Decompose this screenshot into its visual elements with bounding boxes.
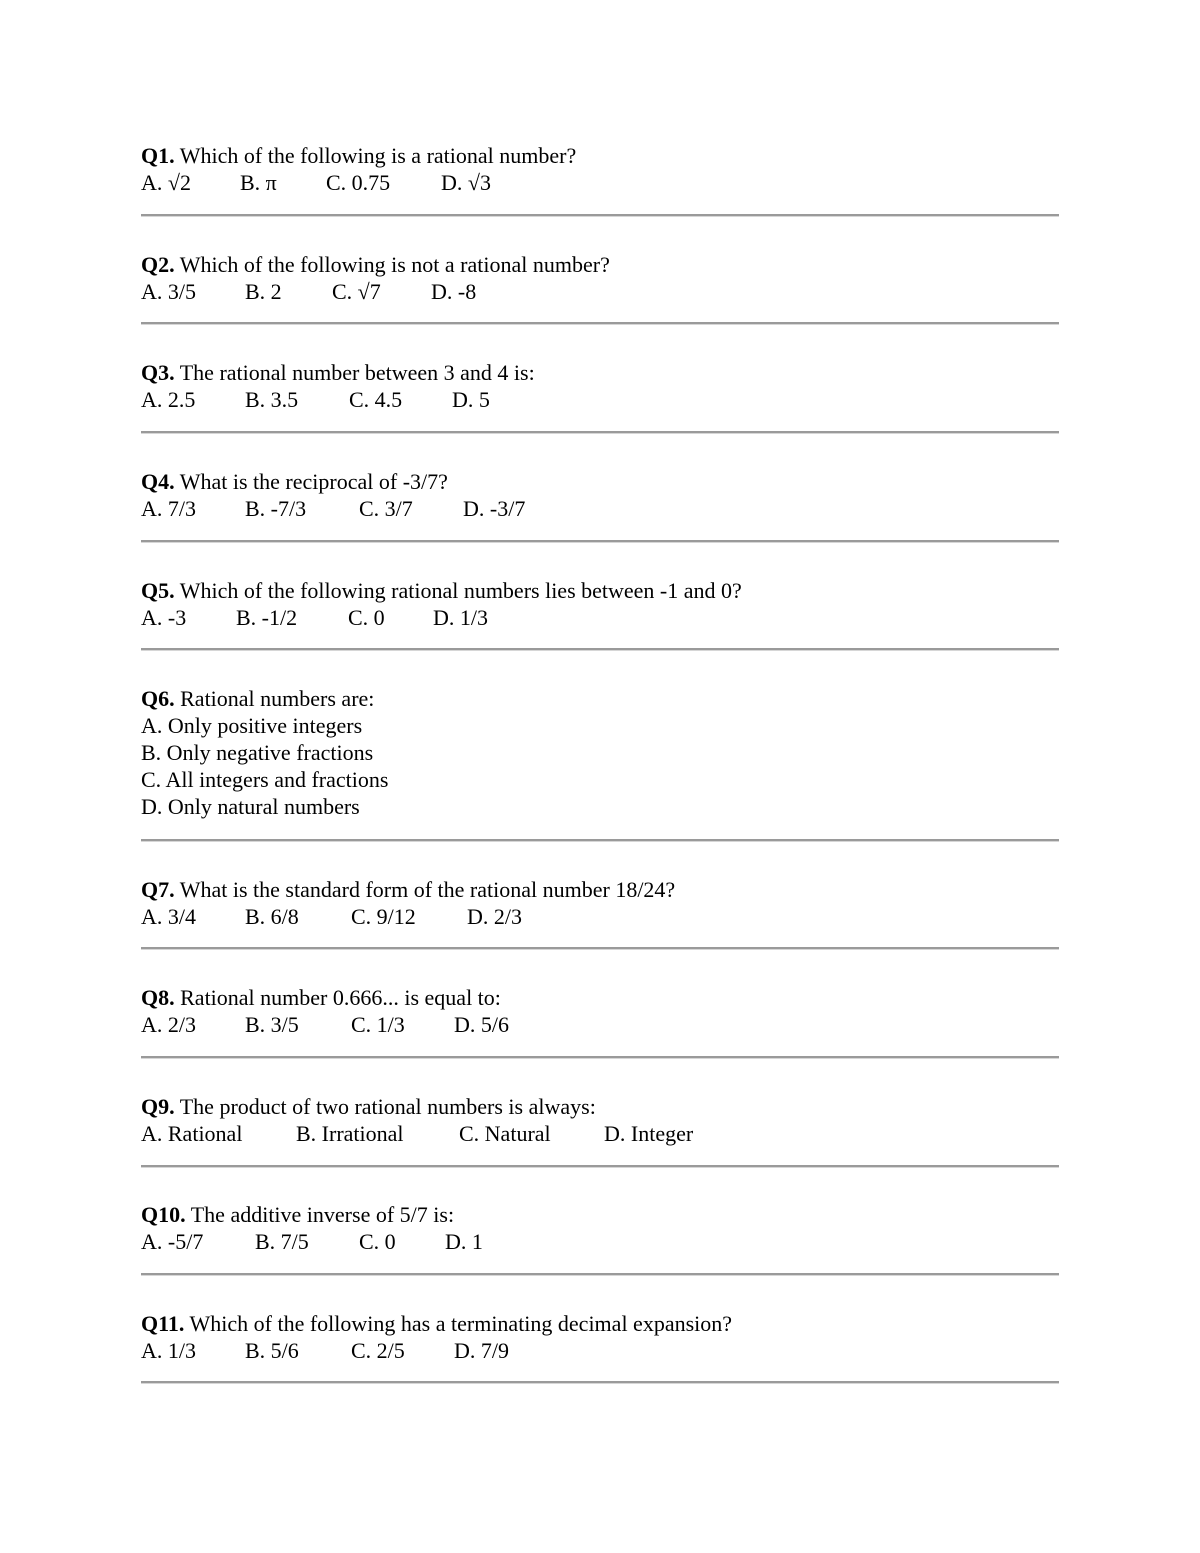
divider	[141, 1273, 1059, 1276]
option-b: B. 3/5	[245, 1012, 299, 1037]
question-text: Which of the following is not a rational number?	[179, 252, 610, 277]
options-row	[141, 1337, 1059, 1364]
question-9	[141, 1093, 1059, 1147]
option-d: D. -3/7	[463, 496, 526, 521]
option-a: A. 7/3	[141, 496, 196, 521]
divider	[141, 1056, 1059, 1059]
options-row	[141, 1120, 1059, 1147]
question-text: The additive inverse of 5/7 is:	[190, 1202, 455, 1227]
divider	[141, 648, 1059, 651]
question-6	[141, 685, 1059, 820]
option-b: B. 2	[245, 279, 282, 304]
options-row	[141, 386, 1059, 413]
divider	[141, 1381, 1059, 1384]
option-d: D. -8	[431, 279, 477, 304]
option-b: B. 6/8	[245, 904, 299, 929]
question-3	[141, 359, 1059, 413]
question-text: The rational number between 3 and 4 is:	[179, 360, 535, 385]
question-number: Q9.	[141, 1094, 175, 1119]
option-a: A. Only positive integers	[141, 713, 363, 738]
divider	[141, 839, 1059, 842]
question-number: Q6.	[141, 686, 175, 711]
option-d: D. 1/3	[433, 605, 488, 630]
option-c: C. All integers and fractions	[141, 767, 389, 792]
option-a: A. 1/3	[141, 1338, 196, 1363]
options-row	[141, 278, 1059, 305]
question-11	[141, 1310, 1059, 1364]
question-text: The product of two rational numbers is always:	[179, 1094, 596, 1119]
option-d: D. 5	[452, 387, 490, 412]
question-number: Q10.	[141, 1202, 186, 1227]
option-b: B. -7/3	[245, 496, 307, 521]
option-c: C. √7	[332, 279, 381, 304]
option-a: A. 2.5	[141, 387, 196, 412]
question-number: Q4.	[141, 469, 175, 494]
option-a: A. 2/3	[141, 1012, 196, 1037]
question-text: What is the reciprocal of -3/7?	[179, 469, 448, 494]
divider	[141, 947, 1059, 950]
option-c: C. 9/12	[351, 904, 416, 929]
divider	[141, 214, 1059, 217]
option-c: C. 4.5	[349, 387, 403, 412]
option-c: C. 0	[348, 605, 385, 630]
question-text: Rational numbers are:	[180, 686, 375, 711]
question-number: Q3.	[141, 360, 175, 385]
question-text: Which of the following rational numbers lies between -1 and 0?	[179, 578, 742, 603]
option-b: B. Irrational	[296, 1121, 404, 1146]
question-number: Q1.	[141, 143, 175, 168]
question-2	[141, 251, 1059, 305]
question-8	[141, 984, 1059, 1038]
option-c: C. 0	[359, 1229, 396, 1254]
option-a: A. 3/5	[141, 279, 196, 304]
options-row	[141, 1228, 1059, 1255]
option-d: D. Only natural numbers	[141, 794, 360, 819]
divider	[141, 431, 1059, 434]
divider	[141, 540, 1059, 543]
option-c: C. 1/3	[351, 1012, 405, 1037]
question-number: Q11.	[141, 1311, 185, 1336]
option-b: B. 7/5	[255, 1229, 309, 1254]
question-7	[141, 876, 1059, 930]
option-a: A. -3	[141, 605, 187, 630]
divider	[141, 1165, 1059, 1168]
option-a: A. Rational	[141, 1121, 243, 1146]
option-d: D. √3	[441, 170, 491, 195]
divider	[141, 322, 1059, 325]
question-number: Q7.	[141, 877, 175, 902]
option-d: D. 1	[445, 1229, 483, 1254]
question-text: What is the standard form of the rational number 18/24?	[179, 877, 676, 902]
options-row	[141, 604, 1059, 631]
option-d: D. Integer	[604, 1121, 694, 1146]
option-c: C. 2/5	[351, 1338, 405, 1363]
options-row	[141, 169, 1059, 196]
option-a: A. -5/7	[141, 1229, 204, 1254]
question-4	[141, 468, 1059, 522]
option-b: B. 5/6	[245, 1338, 299, 1363]
question-10	[141, 1201, 1059, 1255]
question-number: Q2.	[141, 252, 175, 277]
options-row	[141, 1011, 1059, 1038]
options-row	[141, 903, 1059, 930]
question-1	[141, 142, 1059, 196]
question-text: Which of the following has a terminating decimal expansion?	[189, 1311, 733, 1336]
options-list	[141, 712, 1059, 820]
option-c: C. 3/7	[359, 496, 413, 521]
option-d: D. 5/6	[454, 1012, 509, 1037]
option-c: C. Natural	[459, 1121, 551, 1146]
question-5	[141, 577, 1059, 631]
question-text: Rational number 0.666... is equal to:	[180, 985, 501, 1010]
option-b: B. 3.5	[245, 387, 299, 412]
option-d: D. 2/3	[467, 904, 522, 929]
option-c: C. 0.75	[326, 170, 391, 195]
option-a: A. 3/4	[141, 904, 196, 929]
question-number: Q8.	[141, 985, 175, 1010]
question-number: Q5.	[141, 578, 175, 603]
option-b: B. π	[240, 170, 277, 195]
option-a: A. √2	[141, 170, 191, 195]
options-row	[141, 495, 1059, 522]
option-b: B. -1/2	[236, 605, 298, 630]
option-b: B. Only negative fractions	[141, 740, 374, 765]
option-d: D. 7/9	[454, 1338, 509, 1363]
question-text: Which of the following is a rational number?	[179, 143, 577, 168]
